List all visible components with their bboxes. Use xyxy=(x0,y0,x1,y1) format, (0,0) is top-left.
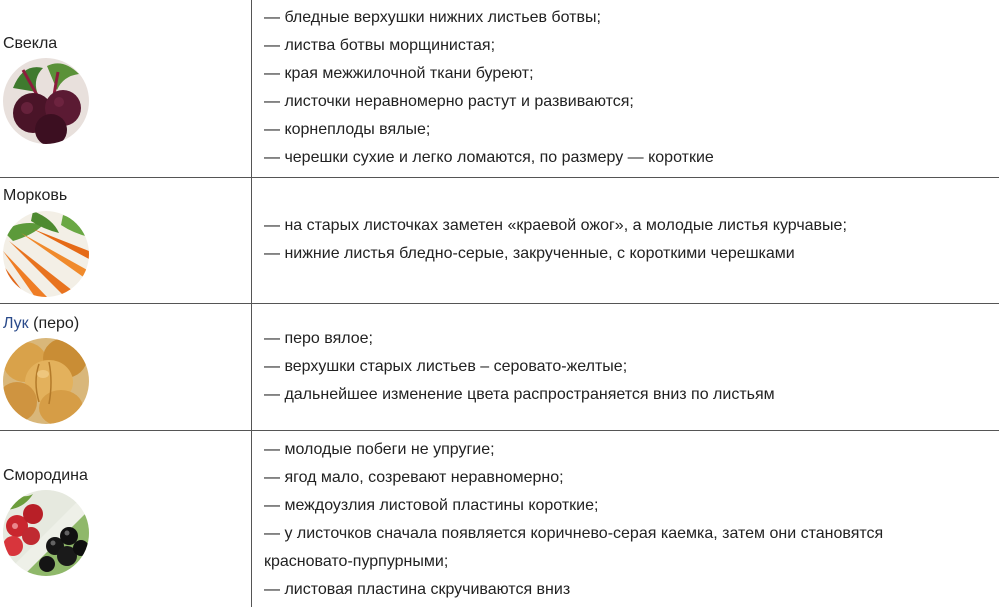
onion-link[interactable]: Лук xyxy=(3,315,29,332)
symptom-line: — нижние листья бледно-серые, закрученные, с короткими черешками xyxy=(264,245,795,262)
onion-icon xyxy=(3,338,89,424)
symptom-line: — листовая пластина скручиваются вниз xyxy=(264,581,571,598)
plant-name-suffix: (перо) xyxy=(28,315,80,332)
carrot-icon xyxy=(3,211,89,297)
symptom-line: — перо вялое; xyxy=(264,330,373,347)
symptom-line: — ягод мало, созревают неравномерно; xyxy=(264,469,564,486)
row-divider xyxy=(0,303,999,304)
symptoms-beet xyxy=(264,4,984,172)
row-divider xyxy=(0,177,999,178)
symptoms-currant xyxy=(264,436,984,604)
symptom-line: — листочки неравномерно растут и развиваются; xyxy=(264,93,634,110)
row-divider xyxy=(0,430,999,431)
symptom-line: красновато-пурпурными; xyxy=(264,553,449,570)
symptom-line: — междоузлия листовой пластины короткие; xyxy=(264,497,599,514)
beet-icon xyxy=(3,58,89,144)
plant-name-currant: Смородина xyxy=(3,467,88,484)
symptom-line: — листва ботвы морщинистая; xyxy=(264,37,496,54)
symptom-line: — корнеплоды вялые; xyxy=(264,121,431,138)
symptom-line: — дальнейшее изменение цвета распространяется вниз по листьям xyxy=(264,386,775,403)
symptom-line: — бледные верхушки нижних листьев ботвы; xyxy=(264,9,601,26)
symptom-line: — молодые побеги не упругие; xyxy=(264,441,495,458)
symptom-line: — черешки сухие и легко ломаются, по размеру — короткие xyxy=(264,149,714,166)
plant-name-onion xyxy=(3,314,79,334)
symptom-line: — у листочков сначала появляется коричнево-серая каемка, затем они становятся xyxy=(264,525,884,542)
symptoms-onion xyxy=(264,325,984,409)
symptom-line: — края межжилочной ткани буреют; xyxy=(264,65,534,82)
symptom-line: — верхушки старых листьев – серовато-желтые; xyxy=(264,358,628,375)
symptoms-carrot xyxy=(264,212,984,268)
plant-name-carrot: Морковь xyxy=(3,187,68,204)
symptom-line: — на старых листочках заметен «краевой ожог», а молодые листья курчавые; xyxy=(264,217,847,234)
plant-name-beet: Свекла xyxy=(3,35,58,52)
currant-icon xyxy=(3,490,89,576)
